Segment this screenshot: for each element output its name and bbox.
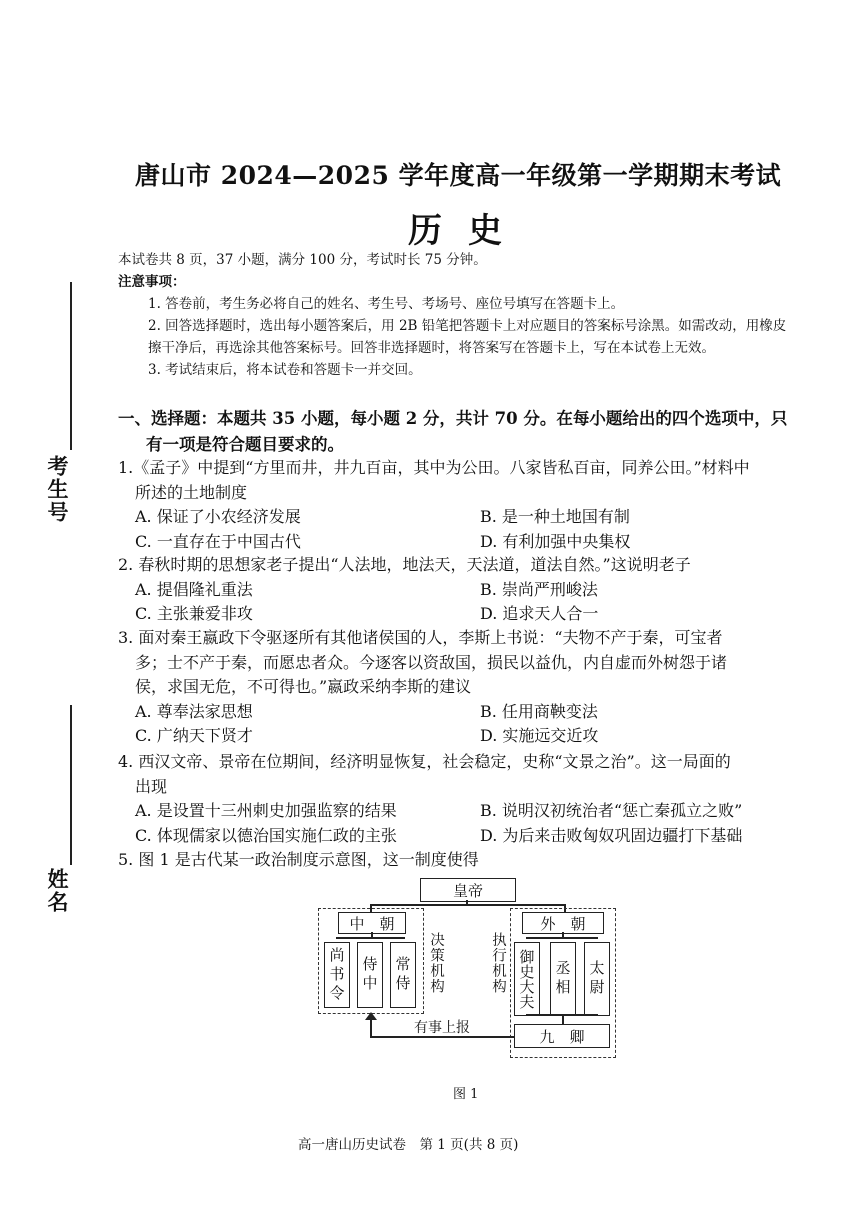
political-system-diagram	[316, 876, 618, 1076]
shizhong-box	[357, 942, 383, 1008]
option-d: D. 为后来击败匈奴巩固边疆打下基础	[480, 825, 743, 845]
shangshuling-label: 尚书令	[327, 946, 346, 1004]
question-stem	[118, 553, 796, 578]
chengxiang-label: 丞相	[553, 960, 572, 998]
stem-line: 3. 面对秦王嬴政下令驱逐所有其他诸侯国的人，李斯上书说：“夫物不产于秦，可宝者	[118, 628, 723, 647]
option-c: C. 广纳天下贤才	[135, 726, 253, 745]
jiuqing-box: 九 卿	[514, 1024, 610, 1048]
figure-caption: 图 1	[453, 1087, 479, 1102]
chengxiang-box	[550, 942, 576, 1016]
stem-line: 5. 图 1 是古代某一政治制度示意图，这一制度使得	[118, 850, 479, 869]
option-a: A. 尊奉法家思想	[135, 701, 253, 721]
exam-number-line	[70, 282, 72, 450]
shizhong-label: 侍中	[360, 956, 379, 994]
options	[118, 799, 796, 848]
subject-title: 历史	[408, 211, 528, 251]
stem-line: 侯，求国无危，不可得也。”嬴政采纳李斯的建议	[135, 677, 472, 696]
page-footer: 高一唐山历史试卷 第 1 页(共 8 页)	[298, 1137, 519, 1153]
question-stem	[118, 848, 796, 873]
question-5	[118, 848, 796, 873]
instructions	[118, 249, 793, 381]
options	[118, 578, 796, 627]
options	[118, 700, 796, 749]
option-b: B. 任用商鞅变法	[480, 701, 598, 721]
option-d: D. 追求天人合一	[480, 604, 599, 623]
inner-stem	[371, 932, 373, 937]
stem-line: 出现	[135, 776, 168, 796]
stem-line: 4. 西汉文帝、景帝在位期间，经济明显恢复，社会稳定，史称“文景之治”。这一局面的	[118, 752, 731, 771]
emperor-box: 皇帝	[420, 878, 516, 902]
outer-branch	[526, 937, 598, 939]
taiwei-label: 太尉	[587, 960, 606, 998]
inner-court-box: 中 朝	[338, 912, 406, 934]
stem-line: 多；士不产于秦，而愿忠者众。今逐客以资敌国，损民以益仇，内自虚而外树怨于诸	[135, 652, 728, 672]
question-1	[118, 456, 796, 554]
name-label: 姓名	[45, 868, 70, 914]
arrow-up-icon	[365, 1012, 377, 1020]
decision-label: 决策机构	[428, 932, 444, 994]
section-line-2: 有一项是符合题目要求的。	[146, 435, 344, 454]
question-stem	[118, 750, 796, 799]
question-stem	[118, 456, 796, 505]
changshi-box	[390, 942, 416, 1008]
option-a: A. 提倡隆礼重法	[135, 579, 253, 599]
yushidafu-box	[514, 942, 540, 1016]
option-c: C. 一直存在于中国古代	[135, 531, 301, 551]
option-c: C. 主张兼爱非攻	[135, 604, 253, 623]
options	[118, 505, 796, 554]
name-line	[70, 705, 72, 865]
outer-court-box: 外 朝	[522, 912, 604, 934]
inner-branch	[336, 937, 405, 939]
option-d: D. 实施远交近攻	[480, 726, 599, 745]
stem-line: 所述的土地制度	[135, 482, 248, 502]
question-stem	[118, 626, 796, 700]
question-2	[118, 553, 796, 627]
notice-label: 注意事项：	[118, 274, 186, 290]
stem-line: 2. 春秋时期的思想家老子提出“人法地，地法天，天法道，道法自然。”这说明老子	[118, 555, 691, 574]
execution-label: 执行机构	[490, 932, 506, 994]
taiwei-box	[584, 942, 610, 1016]
section-heading	[118, 406, 798, 458]
note-2: 2. 回答选择题时，选出每小题答案后，用 2B 铅笔把答题卡上对应题目的答案标号涂黑。如需改动，用橡皮擦干净后，再选涂其他答案标号。回答非选择题时，将答案写在答题卡上，写在本试卷上无效。	[148, 318, 787, 356]
question-3	[118, 626, 796, 749]
exam-number-label: 考生号	[45, 455, 70, 524]
exam-title: 唐山市 2024—2025 学年度高一年级第一学期期末考试	[135, 161, 782, 190]
changshi-label: 常侍	[393, 956, 412, 994]
option-d: D. 有利加强中央集权	[480, 531, 631, 551]
section-line-1: 一、选择题：本题共 35 小题，每小题 2 分，共计 70 分。在每小题给出的四个选项中，只	[118, 409, 788, 428]
yushidafu-label: 御史大夫	[517, 949, 536, 1009]
question-4	[118, 750, 796, 848]
option-b: B. 崇尚严刑峻法	[480, 579, 598, 599]
stem-line: 1.《孟子》中提到“方里而井，井九百亩，其中为公田。八家皆私百亩，同养公田。”材料中	[118, 458, 750, 477]
shangshuling-box	[324, 942, 350, 1008]
option-a: A. 保证了小农经济发展	[135, 507, 301, 526]
option-b: B. 是一种土地国有制	[480, 507, 630, 526]
note-3: 3. 考试结束后，将本试卷和答题卡一并交回。	[148, 362, 422, 378]
option-a: A. 是设置十三州刺史加强监察的结果	[135, 801, 397, 820]
emperor-stem	[466, 900, 468, 905]
outer-stem	[562, 932, 564, 937]
jiuqing-stem	[562, 1015, 564, 1024]
option-c: C. 体现儒家以德治国实施仁政的主张	[135, 825, 397, 845]
report-label: 有事上报	[414, 1020, 470, 1036]
exam-summary: 本试卷共 8 页，37 小题，满分 100 分，考试时长 75 分钟。	[118, 252, 487, 268]
note-1: 1. 答卷前，考生务必将自己的姓名、考生号、考场号、座位号填写在答题卡上。	[148, 296, 625, 312]
option-b: B. 说明汉初统治者“惩亡秦孤立之败”	[480, 801, 743, 820]
